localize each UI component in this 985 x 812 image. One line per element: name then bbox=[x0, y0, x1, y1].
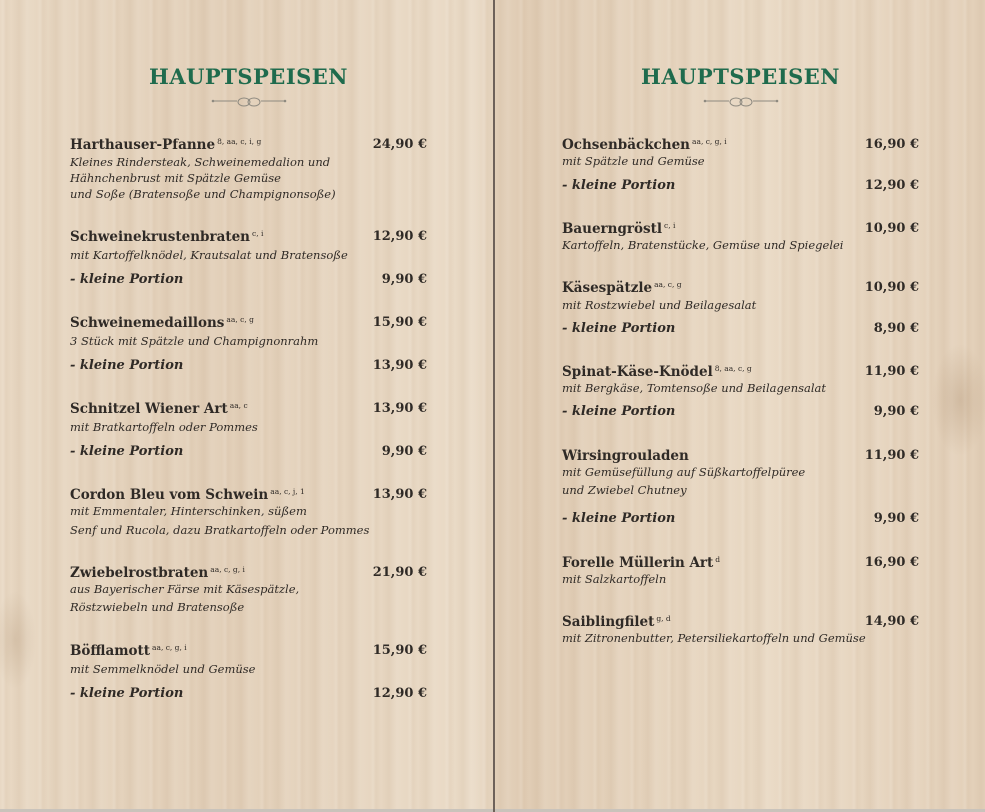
item-description: und Zwiebel Chutney bbox=[562, 483, 687, 497]
small-portion-label: - kleine Portion bbox=[70, 444, 184, 459]
item-name: Zwiebelrostbraten bbox=[70, 565, 209, 581]
item-price: 15,90 € bbox=[372, 315, 427, 330]
small-portion-label: - kleine Portion bbox=[562, 511, 676, 526]
small-portion-label: - kleine Portion bbox=[70, 358, 184, 373]
small-portion-price: 9,90 € bbox=[381, 272, 427, 287]
right-page bbox=[562, 0, 919, 812]
item-description: mit Zitronenbutter, Petersiliekartoffeln und Gemüse bbox=[562, 631, 866, 645]
small-portion-price: 9,90 € bbox=[873, 404, 919, 419]
item-description: mit Spätzle und Gemüse bbox=[562, 154, 705, 168]
item-description: Hähnchenbrust mit Spätzle Gemüse bbox=[70, 171, 281, 185]
ornament-icon bbox=[703, 95, 779, 109]
small-portion-label: - kleine Portion bbox=[70, 272, 184, 287]
item-allergens: 8, aa, c, i, g bbox=[217, 137, 262, 146]
small-portion-label: - kleine Portion bbox=[562, 404, 676, 419]
item-price: 21,90 € bbox=[372, 565, 427, 580]
item-name: Käsespätzle bbox=[562, 280, 653, 296]
item-allergens: aa, c, g bbox=[654, 280, 682, 289]
left-page bbox=[70, 0, 427, 812]
page-heading: HAUPTSPEISEN bbox=[640, 64, 841, 89]
small-portion-price: 12,90 € bbox=[372, 686, 427, 701]
item-description: mit Salzkartoffeln bbox=[562, 572, 667, 586]
item-allergens: aa, c, g, i bbox=[152, 643, 187, 652]
item-description: mit Semmelknödel und Gemüse bbox=[70, 662, 256, 676]
item-price: 10,90 € bbox=[864, 280, 919, 295]
item-name: Schnitzel Wiener Art bbox=[70, 401, 228, 417]
item-name: Wirsingrouladen bbox=[562, 448, 689, 464]
page-heading: HAUPTSPEISEN bbox=[148, 64, 349, 89]
page-fold bbox=[493, 0, 495, 812]
item-price: 13,90 € bbox=[372, 401, 427, 416]
item-name: Bauerngröstl bbox=[562, 221, 663, 237]
item-description: aus Bayerischer Färse mit Käsespätzle, bbox=[70, 582, 300, 596]
item-name: Spinat-Käse-Knödel bbox=[562, 364, 713, 380]
item-allergens: aa, c, j, 1 bbox=[270, 487, 305, 496]
item-price: 15,90 € bbox=[372, 643, 427, 658]
item-name: Ochsenbäckchen bbox=[562, 137, 690, 153]
item-allergens: aa, c, g, i bbox=[692, 137, 727, 146]
item-price: 11,90 € bbox=[864, 364, 919, 379]
item-allergens: c, i bbox=[252, 229, 264, 238]
item-price: 13,90 € bbox=[372, 487, 427, 502]
item-allergens: aa, c bbox=[229, 401, 248, 410]
item-description: Kleines Rindersteak, Schweinemedalion und bbox=[70, 155, 331, 169]
item-price: 14,90 € bbox=[864, 614, 919, 629]
item-name: Saiblingfilet bbox=[562, 614, 655, 630]
ornament-icon bbox=[211, 95, 287, 109]
small-portion-label: - kleine Portion bbox=[562, 321, 676, 336]
item-price: 16,90 € bbox=[864, 137, 919, 152]
item-name: Böfflamott bbox=[70, 643, 150, 659]
item-description: mit Rostzwiebel und Beilagesalat bbox=[562, 298, 757, 312]
item-allergens: d bbox=[715, 555, 721, 564]
small-portion-label: - kleine Portion bbox=[562, 178, 676, 193]
item-name: Schweinekrustenbraten bbox=[70, 229, 250, 245]
item-name: Forelle Müllerin Art bbox=[562, 555, 714, 571]
small-portion-price: 9,90 € bbox=[873, 511, 919, 526]
item-name: Harthauser-Pfanne bbox=[70, 137, 216, 153]
item-price: 24,90 € bbox=[372, 137, 427, 152]
item-description: Röstzwiebeln und Bratensoße bbox=[70, 600, 245, 614]
item-allergens: c, i bbox=[664, 221, 676, 230]
small-portion-price: 13,90 € bbox=[372, 358, 427, 373]
item-price: 11,90 € bbox=[864, 448, 919, 463]
item-description: mit Gemüsefüllung auf Süßkartoffelpüree bbox=[562, 465, 806, 479]
small-portion-price: 12,90 € bbox=[864, 178, 919, 193]
item-price: 16,90 € bbox=[864, 555, 919, 570]
item-allergens: aa, c, g, i bbox=[210, 565, 245, 574]
item-description: und Soße (Bratensoße und Champignonsoße) bbox=[70, 187, 336, 201]
item-description: mit Kartoffelknödel, Krautsalat und Bratensoße bbox=[70, 248, 348, 262]
item-allergens: 8, aa, c, g bbox=[714, 364, 752, 373]
item-allergens: aa, c, g bbox=[226, 315, 254, 324]
item-allergens: g, d bbox=[656, 614, 671, 623]
item-price: 10,90 € bbox=[864, 221, 919, 236]
item-description: mit Bratkartoffeln oder Pommes bbox=[70, 420, 258, 434]
item-description: mit Emmentaler, Hinterschinken, süßem bbox=[70, 504, 307, 518]
item-price: 12,90 € bbox=[372, 229, 427, 244]
item-description: Kartoffeln, Bratenstücke, Gemüse und Spiegelei bbox=[562, 238, 844, 252]
small-portion-label: - kleine Portion bbox=[70, 686, 184, 701]
small-portion-price: 9,90 € bbox=[381, 444, 427, 459]
item-description: 3 Stück mit Spätzle und Champignonrahm bbox=[70, 334, 319, 348]
small-portion-price: 8,90 € bbox=[873, 321, 919, 336]
item-description: Senf und Rucola, dazu Bratkartoffeln oder Pommes bbox=[70, 523, 370, 537]
item-name: Schweinemedaillons bbox=[70, 315, 225, 331]
item-description: mit Bergkäse, Tomtensoße und Beilagensalat bbox=[562, 381, 827, 395]
item-name: Cordon Bleu vom Schwein bbox=[70, 487, 269, 503]
